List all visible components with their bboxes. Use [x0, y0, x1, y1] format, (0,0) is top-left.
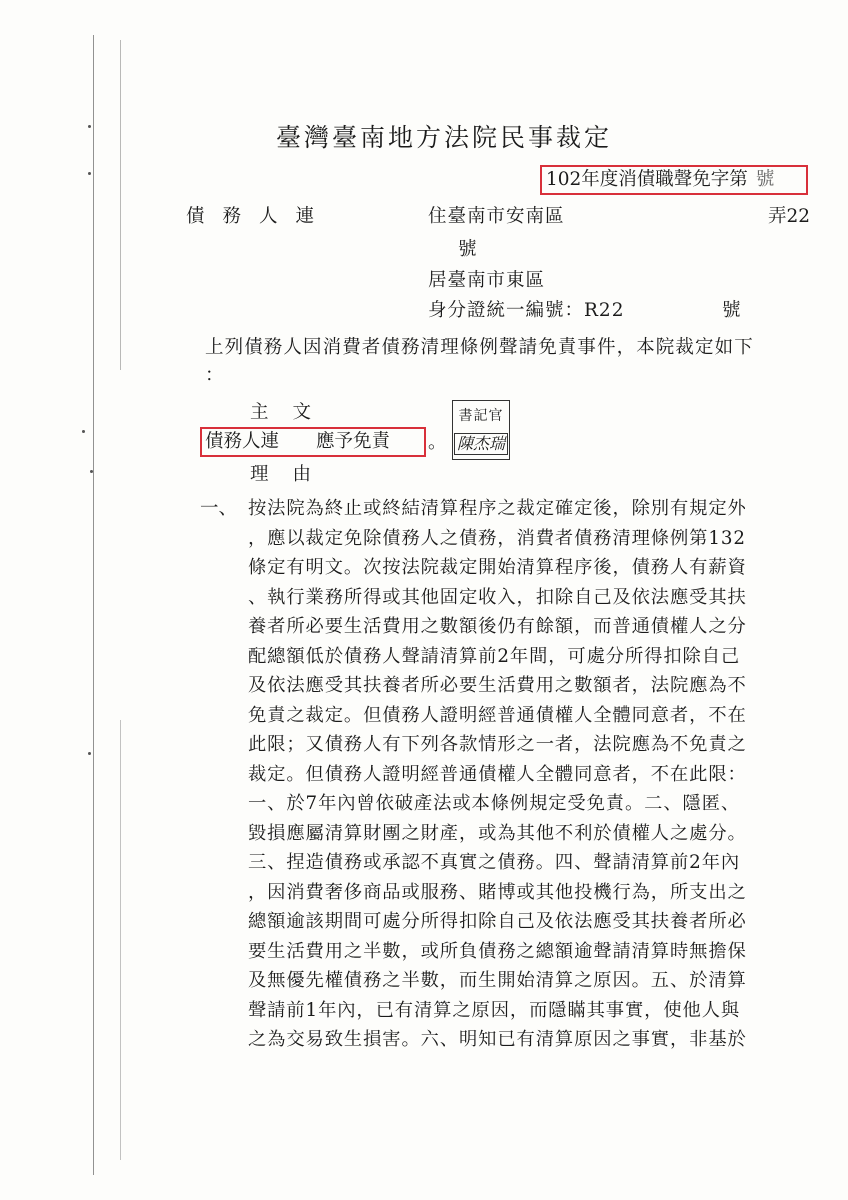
body-line: 養者所必要生活費用之數額後仍有餘額，而普通債權人之分 [248, 616, 747, 637]
intro-text-continued: ： [205, 365, 224, 386]
debtor-label: 債務人連 [186, 206, 333, 227]
case-number-tail: 號 [755, 169, 775, 190]
address-line1: 住臺南市安南區 [428, 206, 565, 227]
scan-margin-line [93, 35, 94, 1175]
body-line: 條定有明文。次按法院裁定開始清算程序後，債務人有薪資 [248, 557, 747, 578]
ruling-box [200, 427, 426, 457]
scan-speck [88, 752, 91, 755]
id-number-end: 號 [722, 300, 741, 321]
body-line: 此限；又債務人有下列各款情形之一者，法院應為不免責之 [248, 734, 747, 755]
document-title: 臺灣臺南地方法院民事裁定 [275, 123, 612, 152]
body-line: 、執行業務所得或其他固定收入，扣除自己及依法應受其扶 [248, 586, 747, 608]
body-line: 一、於7年內曾依破產法或本條例規定受免責。二、隱匿、 [248, 793, 741, 814]
body-line: 聲請前1年內，已有清算之原因，而隱瞞其事實，使他人與 [248, 999, 741, 1021]
body-line: 免責之裁定。但債務人證明經普通債權人全體同意者，不在 [248, 704, 747, 726]
body-line: 按法院為終止或終結清算程序之裁定確定後，除別有規定外 [248, 498, 747, 519]
scan-speck [82, 430, 85, 433]
body-line: 配總額低於債務人聲請清算前2年間，可處分所得扣除自己 [248, 645, 741, 667]
body-line: 總額逾該期間可處分所得扣除自己及依法應受其扶養者所必 [248, 911, 747, 932]
body-line: 及無優先權債務之半數，而生開始清算之原因。五、於清算 [248, 970, 747, 991]
scan-margin-line [120, 40, 121, 370]
address-line2: 號 [458, 239, 477, 260]
main-text-heading: 主文 [250, 402, 336, 423]
body-line: ，因消費奢侈商品或服務、賭博或其他投機行為，所支出之 [248, 881, 747, 903]
case-number: 102年度消債職聲免字第 [546, 169, 748, 190]
scan-margin-line [120, 720, 121, 1160]
scan-speck [90, 470, 93, 473]
body-line: 裁定。但債務人證明經普通債權人全體同意者，不在此限： [248, 763, 747, 785]
ruling-period: 。 [428, 432, 447, 453]
body-line: 三、捏造債務或承認不真實之債務。四、聲請清算前2年內 [248, 852, 741, 873]
ruling-text: 債務人連 應予免責 [205, 431, 391, 452]
body-line: 及依法應受其扶養者所必要生活費用之數額者，法院應為不 [248, 675, 747, 696]
stamp-name: 陳杰瑞 [454, 433, 508, 455]
paragraph-marker: 一、 [200, 498, 238, 519]
id-number-label: 身分證統一編號：R22 [428, 300, 625, 321]
body-line: 要生活費用之半數，或所負債務之總額逾聲請清算時無擔保 [248, 940, 747, 962]
scan-speck [88, 172, 91, 175]
intro-text: 上列債務人因消費者債務清理條例聲請免責事件，本院裁定如下 [205, 337, 754, 358]
reason-heading: 理由 [250, 464, 336, 485]
stamp-title: 書記官 [458, 408, 504, 424]
body-line: 毀損應屬清算財團之財產，或為其他不利於債權人之處分。 [248, 822, 747, 844]
address-line1-end: 弄22 [768, 206, 811, 227]
residence-address: 居臺南市東區 [428, 270, 546, 291]
reason-body [248, 494, 828, 1055]
clerk-seal-stamp [452, 400, 510, 460]
body-line: ，應以裁定免除債務人之債務，消費者債務清理條例第132 [248, 527, 746, 549]
body-line: 之為交易致生損害。六、明知已有清算原因之事實，非基於 [248, 1029, 747, 1050]
case-number-box [540, 165, 808, 195]
